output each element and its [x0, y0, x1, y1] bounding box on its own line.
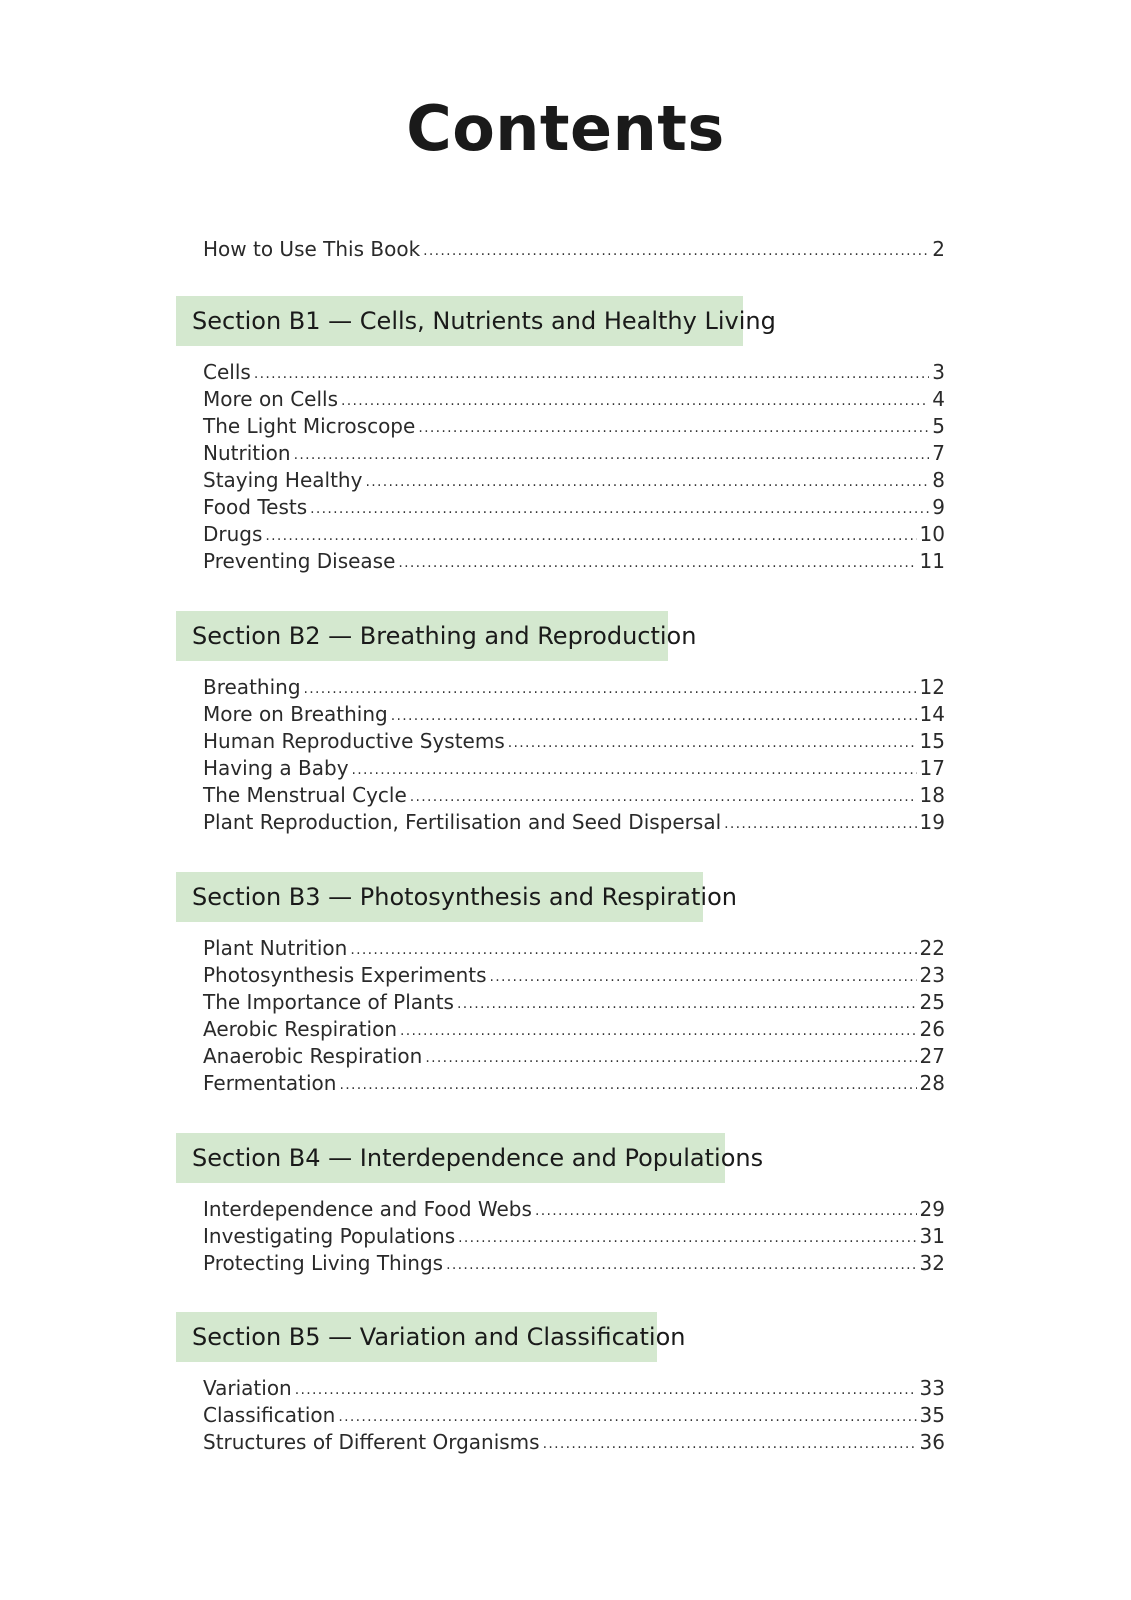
dot-leader [304, 676, 917, 703]
toc-entry[interactable] [203, 440, 945, 467]
toc-entry-page: 4 [932, 387, 945, 411]
toc-entry-page: 17 [919, 756, 945, 780]
toc-entry[interactable] [203, 755, 945, 782]
section-heading-b4 [176, 1133, 764, 1183]
toc-entry[interactable] [203, 728, 945, 755]
toc-entry[interactable] [203, 674, 945, 701]
dot-leader [535, 1198, 917, 1225]
toc-entry-label: Human Reproductive Systems [203, 729, 505, 753]
dot-leader [339, 1072, 916, 1099]
toc-entry[interactable] [203, 1429, 945, 1456]
toc-entry-page: 8 [932, 468, 945, 492]
toc-entry-page: 33 [919, 1376, 945, 1400]
toc-entry-page: 27 [919, 1044, 945, 1068]
toc-entry-label: Anaerobic Respiration [203, 1044, 423, 1068]
toc-entry[interactable] [203, 1250, 945, 1277]
toc-entry-page: 10 [919, 522, 945, 546]
dot-leader [446, 1252, 916, 1279]
dot-leader [310, 496, 929, 523]
dot-leader [508, 730, 917, 757]
dot-leader [418, 415, 929, 442]
section-heading-label: Section B4 — Interdependence and Populations [192, 1144, 764, 1172]
toc-entry-page: 26 [919, 1017, 945, 1041]
toc-entry-label: Investigating Populations [203, 1224, 456, 1248]
toc-entry[interactable] [203, 548, 945, 575]
toc-entry-label: More on Cells [203, 387, 339, 411]
section-heading-label: Section B1 — Cells, Nutrients and Healthy Living [192, 307, 776, 335]
toc-entry[interactable] [203, 494, 945, 521]
toc-entry-label: Aerobic Respiration [203, 1017, 398, 1041]
dot-leader [338, 1404, 916, 1431]
toc-entry-page: 28 [919, 1071, 945, 1095]
toc-entry-label: More on Breathing [203, 702, 388, 726]
toc-entry-label: Cells [203, 360, 251, 384]
toc-entry-label: Staying Healthy [203, 468, 363, 492]
dot-leader [458, 1225, 916, 1252]
toc-entry[interactable] [203, 413, 945, 440]
toc-entry[interactable] [203, 386, 945, 413]
dot-leader [391, 703, 917, 730]
dot-leader [724, 811, 916, 838]
dot-leader [350, 937, 916, 964]
toc-entry-label: Having a Baby [203, 756, 349, 780]
toc-entry[interactable] [203, 701, 945, 728]
dot-leader [400, 1018, 917, 1045]
toc-entry[interactable] [203, 1402, 945, 1429]
toc-entry-page: 32 [919, 1251, 945, 1275]
toc-entry-label: Photosynthesis Experiments [203, 963, 487, 987]
toc-entry-page: 7 [932, 441, 945, 465]
toc-entry-page: 23 [919, 963, 945, 987]
toc-entry-page: 14 [919, 702, 945, 726]
toc-entry-label: Plant Reproduction, Fertilisation and Seed Dispersal [203, 810, 722, 834]
dot-leader [295, 1377, 917, 1404]
dot-leader [410, 784, 917, 811]
toc-entry[interactable] [203, 989, 945, 1016]
toc-entry[interactable] [203, 359, 945, 386]
toc-entry-label: Food Tests [203, 495, 308, 519]
toc-entry-label: Classification [203, 1403, 336, 1427]
section-heading-b2 [176, 611, 697, 661]
toc-entry[interactable] [203, 782, 945, 809]
toc-entry-page: 2 [932, 237, 945, 261]
toc-entry-page: 29 [919, 1197, 945, 1221]
toc-entry[interactable] [203, 467, 945, 494]
section-heading-label: Section B5 — Variation and Classification [192, 1323, 686, 1351]
toc-entry-label: Plant Nutrition [203, 936, 348, 960]
toc-entry-page: 35 [919, 1403, 945, 1427]
toc-entry[interactable] [203, 521, 945, 548]
toc-entry-label: Variation [203, 1376, 292, 1400]
toc-entry[interactable] [203, 809, 945, 836]
toc-entry-label: Protecting Living Things [203, 1251, 444, 1275]
section-heading-b5 [176, 1312, 686, 1362]
dot-leader [265, 523, 916, 550]
toc-entry-page: 11 [919, 549, 945, 573]
page-title: Contents [406, 92, 725, 165]
toc-entry-page: 22 [919, 936, 945, 960]
toc-entry-label: Interdependence and Food Webs [203, 1197, 532, 1221]
toc-entry-label: The Importance of Plants [203, 990, 454, 1014]
toc-entry[interactable] [203, 1070, 945, 1097]
section-heading-label: Section B2 — Breathing and Reproduction [192, 622, 697, 650]
dot-leader [294, 442, 930, 469]
toc-entry-page: 12 [919, 675, 945, 699]
dot-leader [254, 361, 929, 388]
toc-entry-page: 5 [932, 414, 945, 438]
toc-entry-how-to-use[interactable] [203, 236, 945, 263]
dot-leader [457, 991, 917, 1018]
toc-entry-label: Preventing Disease [203, 549, 396, 573]
dot-leader [490, 964, 917, 991]
dot-leader [425, 1045, 916, 1072]
toc-entry[interactable] [203, 1196, 945, 1223]
toc-entry-page: 36 [919, 1430, 945, 1454]
toc-entry-page: 3 [932, 360, 945, 384]
toc-entry-label: Structures of Different Organisms [203, 1430, 540, 1454]
toc-entry-label: Fermentation [203, 1071, 337, 1095]
toc-entry-page: 18 [919, 783, 945, 807]
toc-entry-label: Breathing [203, 675, 301, 699]
dot-leader [341, 388, 929, 415]
section-heading-b1 [176, 296, 776, 346]
toc-entry-page: 19 [919, 810, 945, 834]
toc-entry-page: 15 [919, 729, 945, 753]
toc-entry-page: 31 [919, 1224, 945, 1248]
dot-leader [543, 1431, 917, 1458]
toc-entry-label: Nutrition [203, 441, 291, 465]
toc-entry[interactable] [203, 935, 945, 962]
dot-leader [398, 550, 916, 577]
toc-entry-label: The Light Microscope [203, 414, 416, 438]
toc-entry-page: 25 [919, 990, 945, 1014]
toc-entry-page: 9 [932, 495, 945, 519]
dot-leader [352, 757, 917, 784]
toc-entry-label: How to Use This Book [203, 237, 421, 261]
toc-entry[interactable] [203, 1016, 945, 1043]
section-heading-b3 [176, 872, 737, 922]
dot-leader [365, 469, 929, 496]
dot-leader [423, 238, 929, 265]
toc-entry[interactable] [203, 1043, 945, 1070]
toc-entry-label: The Menstrual Cycle [203, 783, 407, 807]
toc-entry[interactable] [203, 1223, 945, 1250]
section-heading-label: Section B3 — Photosynthesis and Respiration [192, 883, 737, 911]
toc-entry[interactable] [203, 1375, 945, 1402]
toc-entry-label: Drugs [203, 522, 263, 546]
toc-entry[interactable] [203, 962, 945, 989]
